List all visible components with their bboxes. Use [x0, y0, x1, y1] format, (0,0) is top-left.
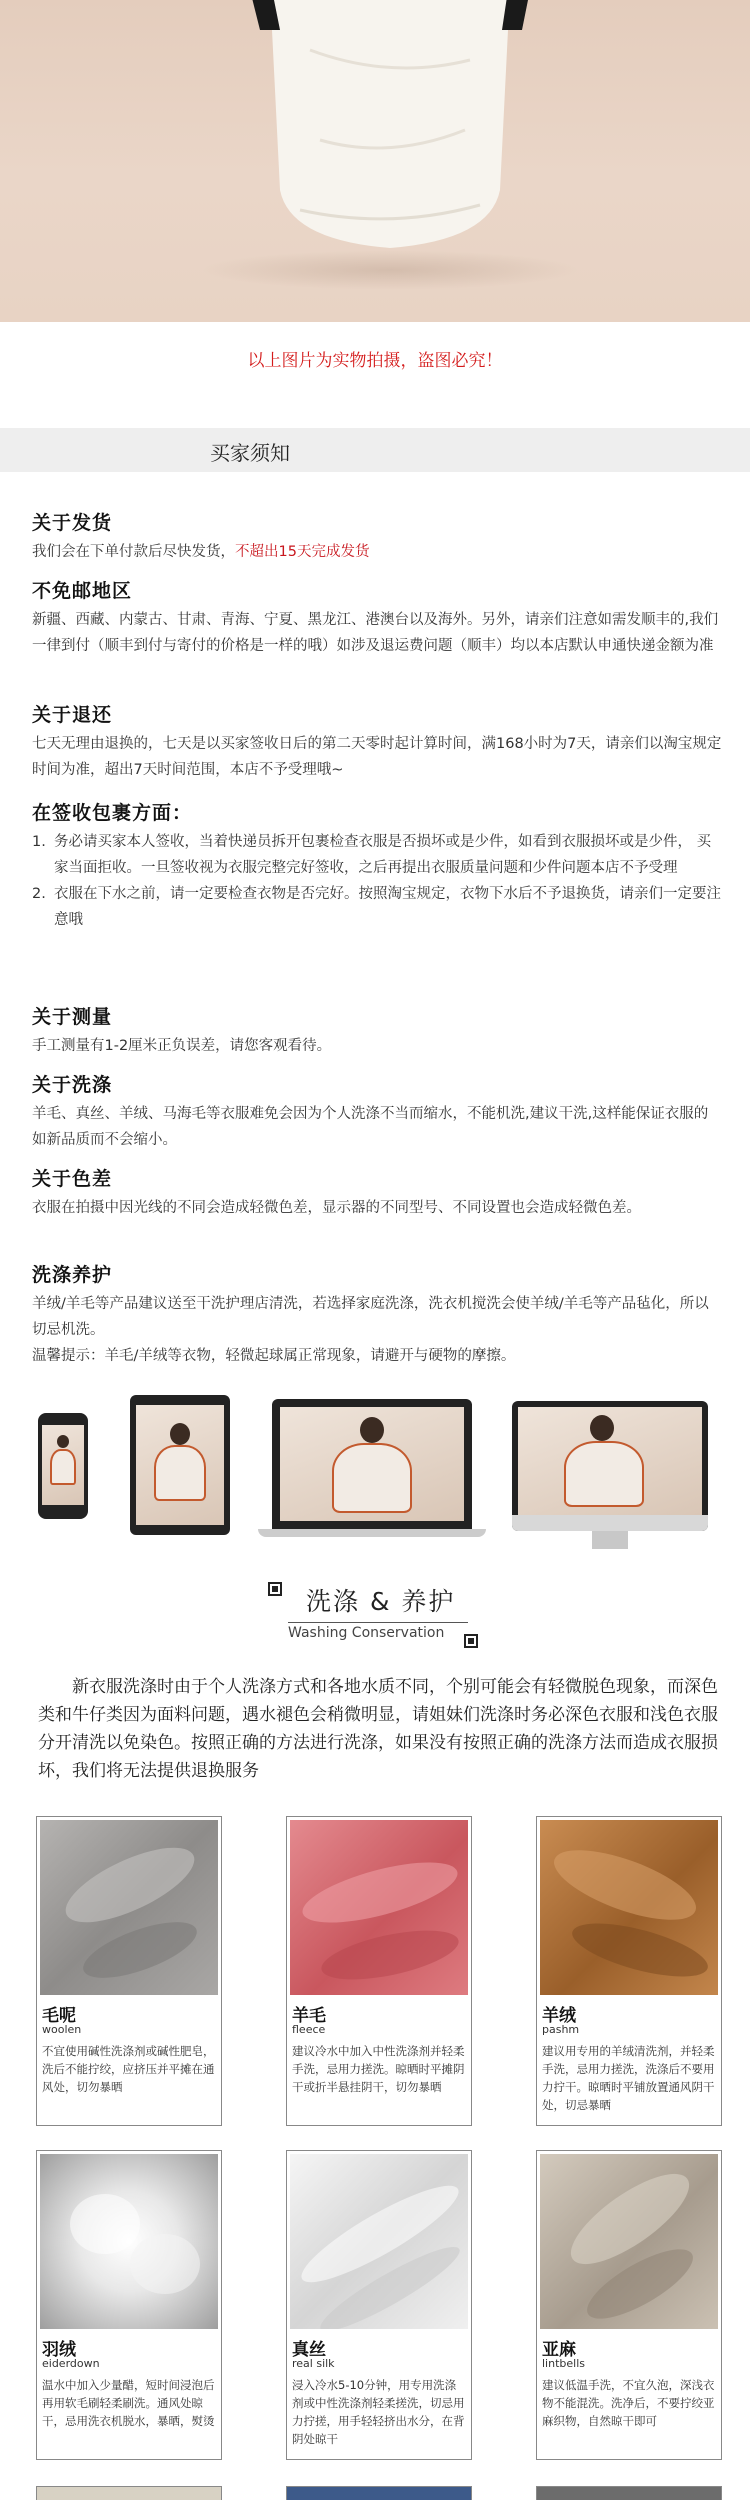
monitor-stand: [592, 1531, 628, 1549]
fabric-name-en: pashm: [542, 2023, 580, 2036]
fabric-name-en: eiderdown: [42, 2357, 100, 2370]
shipping-highlight: 不超出15天完成发货: [235, 544, 370, 560]
returns-section: [32, 700, 722, 783]
fabric-desc: 温水中加入少量醋，短时间浸泡后再用软毛刷轻柔刷洗。通风处晾干，忌用洗衣机脱水，暴晒，熨烫: [42, 2378, 215, 2428]
silk-image: [290, 2154, 468, 2329]
no-free-text: 新疆、西藏、内蒙古、甘肃、青海、宁夏、黑龙江、港澳台以及海外。另外，请亲们注意如需发顺丰的,我们一律到付（顺丰到付与寄付的价格是一样的哦）如涉及退运费问题（顺丰）均以本店默认申通快递金额为准: [32, 612, 719, 654]
fabric-name: 羊毛: [292, 2006, 326, 2026]
fabric-card-eiderdown: [36, 2150, 222, 2460]
no-free-title: 不免邮地区: [32, 580, 133, 602]
fabric-name: 毛呢: [42, 2006, 76, 2026]
corner-square-icon: [464, 1634, 478, 1648]
shipping-title: 关于发货: [32, 512, 113, 534]
copyright-notice: 以上图片为实物拍摄，盗图必究！: [247, 351, 503, 371]
fabric-card-woolen: [36, 1816, 222, 2126]
list-item: 1. 务必请买家本人签收，当着快递员拆开包裹检查衣服是否损坏或是少件，如看到衣服损坏或是少件， 买家当面拒收。一旦签收视为衣服完整完好签收，之后再提出衣服质量问题和少件问题本店不予受理: [32, 834, 712, 876]
washing-section: [32, 1070, 722, 1153]
device-mockups: [0, 1395, 750, 1565]
fabric-card-partial: [536, 2486, 722, 2500]
returns-text: 七天无理由退换的，七天是以买家签收日后的第二天零时起计算时间，满168小时为7天，请亲们以淘宝规定时间为准，超出7天时间范围，本店不予受理哦~: [32, 736, 722, 778]
care-title: 洗涤养护: [32, 1264, 113, 1286]
buyer-notice-band: [0, 428, 750, 472]
care-tip: 温馨提示：羊毛/羊绒等衣物，轻微起球属正常现象，请避开与硬物的摩擦。: [32, 1348, 516, 1364]
laptop-base: [258, 1529, 486, 1537]
woolen-image: [40, 1820, 218, 1995]
shipping-section: [32, 508, 722, 565]
shipping-text: 我们会在下单付款后尽快发货，不超出15天完成发货: [32, 544, 370, 560]
care-text: 羊绒/羊毛等产品建议送至干洗护理店清洗，若选择家庭洗涤，洗衣机搅洗会使羊绒/羊毛等产品毡化，所以切忌机洗。: [32, 1296, 709, 1338]
pashm-image: [540, 1820, 718, 1995]
linen-image: [540, 2154, 718, 2329]
monitor-chin: [512, 1515, 708, 1531]
fabric-desc: 建议低温手洗，不宜久泡，深浅衣物不能混洗。洗净后，不要拧绞亚麻织物，自然晾干即可: [542, 2378, 715, 2428]
washing-title: 关于洗涤: [32, 1074, 113, 1096]
monitor-mockup: [512, 1401, 708, 1531]
corner-square-icon: [268, 1582, 282, 1596]
care-section: [32, 1260, 722, 1369]
list-item: 2. 衣服在下水之前，请一定要检查衣物是否完好。按照淘宝规定，衣物下水后不予退换货，请亲们一定要注意哦: [32, 886, 721, 928]
returns-title: 关于退还: [32, 704, 113, 726]
laptop-mockup: [272, 1399, 472, 1529]
phone-mockup: [38, 1413, 88, 1519]
eiderdown-image: [40, 2154, 218, 2329]
washing-header: [268, 1582, 488, 1652]
fabric-card-partial: [286, 2486, 472, 2500]
fleece-image: [290, 1820, 468, 1995]
fabric-card-pashm: [536, 1816, 722, 2126]
washing-intro: 新衣服洗涤时由于个人洗涤方式和各地水质不同，个别可能会有轻微脱色现象，而深色类和牛仔类因为面料问题，遇水褪色会稍微明显，请姐妹们洗涤时务必深色衣服和浅色衣服分开清洗以免染色。按照正确的方法进行洗涤，如果没有按照正确的洗涤方法而造成衣服损坏，我们将无法提供退换服务: [38, 1677, 718, 1781]
fabric-desc: 浸入冷水5-10分钟，用专用洗涤剂或中性洗涤剂轻柔搓洗，切忌用力拧搓，用手轻轻挤出水分，在背阴处晾干: [292, 2378, 465, 2446]
measure-text: 手工测量有1-2厘米正负误差，请您客观看待。: [32, 1038, 332, 1054]
fabric-desc: 建议冷水中加入中性洗涤剂并轻柔手洗，忌用力搓洗。晾晒时平摊阴干或折半悬挂阴干，切勿暴晒: [292, 2044, 465, 2094]
fabric-name: 亚麻: [542, 2340, 576, 2360]
fabric-name-en: fleece: [292, 2023, 326, 2036]
fabric-name: 羽绒: [42, 2340, 76, 2360]
fabric-name: 羊绒: [542, 2006, 576, 2026]
fabric-desc: 建议用专用的羊绒清洗剂，并轻柔手洗，忌用力搓洗，洗涤后不要用力拧干。晾晒时平铺放置通风阴干处，切忌暴晒: [542, 2044, 715, 2112]
color-section: [32, 1164, 722, 1221]
buyer-notice-title: 买家须知: [210, 441, 290, 465]
fabric-name-en: real silk: [292, 2357, 335, 2370]
signing-title: 在签收包裹方面：: [32, 802, 193, 824]
fabric-name-en: lintbells: [542, 2357, 585, 2370]
color-title: 关于色差: [32, 1168, 113, 1190]
washing-header-en: Washing Conservation: [288, 1622, 468, 1641]
fabric-name-en: woolen: [42, 2023, 82, 2036]
tablet-mockup: [130, 1395, 230, 1535]
measure-section: [32, 1002, 722, 1059]
fabric-card-linen: [536, 2150, 722, 2460]
fabric-desc: 不宜使用碱性洗涤剂或碱性肥皂，洗后不能拧绞，应挤压并平摊在通风处，切勿暴晒: [42, 2044, 215, 2094]
signing-section: [32, 798, 722, 933]
signing-list: [32, 829, 722, 933]
sweater-image: [250, 0, 530, 260]
fabric-name: 真丝: [292, 2340, 326, 2360]
product-photo: [0, 0, 750, 322]
fabric-card-fleece: [286, 1816, 472, 2126]
washing-text: 羊毛、真丝、羊绒、马海毛等衣服难免会因为个人洗涤不当而缩水，不能机洗,建议干洗,这样能保证衣服的如新品质而不会缩小。: [32, 1106, 709, 1148]
fabric-card-partial: [36, 2486, 222, 2500]
color-text: 衣服在拍摄中因光线的不同会造成轻微色差，显示器的不同型号、不同设置也会造成轻微色差。: [32, 1200, 641, 1216]
no-free-shipping-section: [32, 576, 722, 659]
washing-header-cn: 洗涤 & 养护: [306, 1587, 456, 1616]
measure-title: 关于测量: [32, 1006, 113, 1028]
fabric-card-silk: [286, 2150, 472, 2460]
